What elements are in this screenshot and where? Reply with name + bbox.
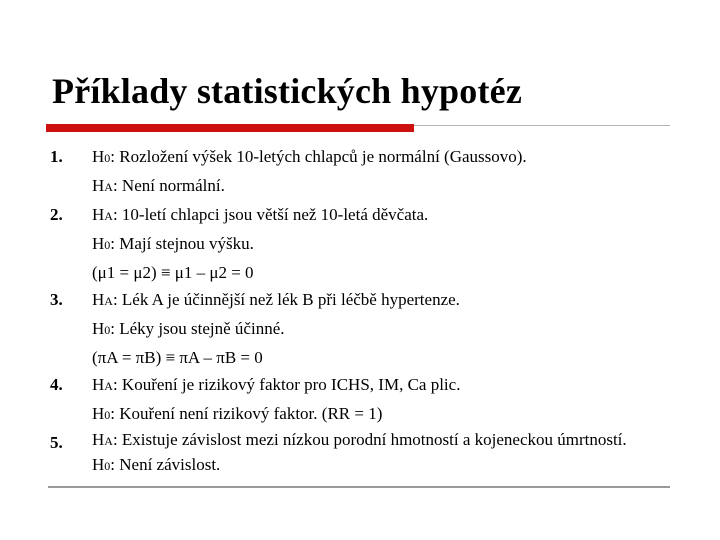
hypothesis-subscript: A (104, 434, 113, 448)
formula-text: (μ1 = μ2) ≡ μ1 – μ2 = 0 (92, 263, 254, 282)
item-number: 3. (50, 290, 63, 309)
hypothesis-text: : 10-letí chlapci jsou větší než 10-letá děvčata. (112, 205, 429, 224)
hypothesis-symbol: H (92, 404, 105, 423)
hypothesis-text: : Rozložení výšek 10-letých chlapců je normální (Gaussovo). (110, 147, 527, 166)
list-item (50, 286, 675, 371)
item-line (92, 400, 675, 429)
list-item (50, 429, 675, 480)
hypothesis-symbol: H (92, 319, 105, 338)
title-underline-thin (414, 125, 670, 126)
hypothesis-symbol: H (92, 234, 105, 253)
item-line (92, 429, 675, 451)
item-text (92, 201, 675, 286)
item-text (92, 429, 675, 480)
hypothesis-text: : Léky jsou stejně účinné. (110, 319, 285, 338)
item-text (92, 143, 675, 201)
hypothesis-subscript: 0 (104, 151, 111, 165)
hypothesis-symbol: H (92, 375, 105, 394)
hypothesis-subscript: 0 (104, 238, 111, 252)
item-number: 4. (50, 375, 63, 394)
hypothesis-text: : Není závislost. (110, 455, 221, 474)
item-line (92, 143, 675, 172)
item-line (92, 230, 675, 259)
item-line (92, 201, 675, 230)
hypothesis-subscript: A (104, 294, 113, 308)
list-item (50, 201, 675, 286)
hypothesis-symbol: H (92, 147, 105, 166)
title-underline-red (46, 124, 414, 132)
hypothesis-subscript: 0 (104, 408, 111, 422)
item-line (92, 344, 675, 371)
hypothesis-subscript: 0 (104, 323, 111, 337)
hypothesis-symbol: H (92, 205, 105, 224)
slide-title: Příklady statistických hypotéz (52, 71, 522, 111)
item-line (92, 371, 675, 400)
formula-text: (πA = πB) ≡ πA – πB = 0 (92, 348, 263, 367)
hypothesis-symbol: H (92, 430, 105, 449)
hypothesis-subscript: A (104, 379, 113, 393)
item-line (92, 259, 675, 286)
hypothesis-subscript: A (104, 209, 113, 223)
item-line (92, 172, 675, 201)
item-number: 2. (50, 205, 63, 224)
hypothesis-text: : Kouření je rizikový faktor pro ICHS, IM, Ca plic. (112, 375, 461, 394)
bottom-rule (48, 486, 670, 488)
item-text (92, 371, 675, 429)
hypothesis-symbol: H (92, 176, 105, 195)
hypothesis-subscript: 0 (104, 459, 111, 473)
item-line (92, 451, 675, 480)
hypothesis-symbol: H (92, 455, 105, 474)
hypothesis-text: : Kouření není rizikový faktor. (RR = 1) (110, 404, 383, 423)
hypothesis-text: : Mají stejnou výšku. (110, 234, 254, 253)
hypothesis-subscript: A (104, 180, 113, 194)
item-number: 1. (50, 147, 63, 166)
hypothesis-text: : Není normální. (112, 176, 225, 195)
hypothesis-symbol: H (92, 290, 105, 309)
hypothesis-text: : Lék A je účinnější než lék B při léčbě hypertenze. (112, 290, 460, 309)
item-line (92, 286, 675, 315)
list-item (50, 371, 675, 429)
item-line (92, 315, 675, 344)
item-text (92, 286, 675, 371)
list-item (50, 143, 675, 201)
hypotheses-list (50, 143, 675, 480)
hypothesis-text: : Existuje závislost mezi nízkou porodní hmotností a kojeneckou úmrtností. (112, 430, 627, 449)
item-number: 5. (50, 433, 63, 452)
